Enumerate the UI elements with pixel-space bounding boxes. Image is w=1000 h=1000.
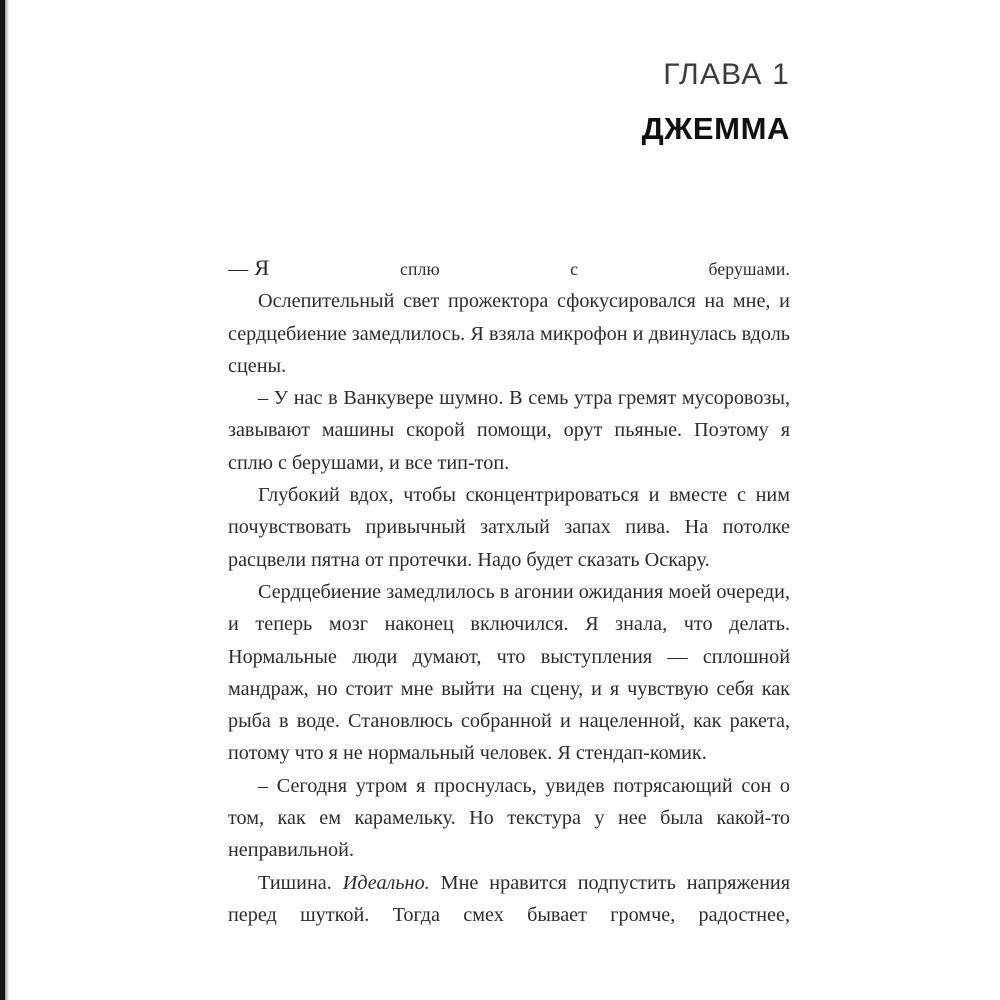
- paragraph-text-before: Тишина.: [258, 871, 343, 894]
- paragraph-dialogue: – У нас в Ванкувере шумно. В семь утра гремят мусоровозы, завывают машины скорой помощи, орут пьяные. Поэтому я сплю с берушами, и все тип-топ.: [228, 387, 790, 474]
- paragraph-text-after: Мне нравится подпустить напряжения перед шуткой. Тогда смех бывает громче, радостнее,: [228, 871, 790, 926]
- paragraph: Глубокий вдох, чтобы сконцентрироваться и вместе с ним почувствовать привычный затхлый запах пива. На потолке расцвели пятна от протечки. Надо будет сказать Оскару.: [228, 484, 790, 571]
- paragraph-dialogue: – Сегодня утром я проснулась, увидев потрясающий сон о том, как ем карамельку. Но текстура у нее была какой-то неправильной.: [228, 774, 790, 862]
- chapter-heading-block: [228, 58, 790, 146]
- paragraph: Ослепительный свет прожектора сфокусировался на мне, и сердцебиение замедлилось. Я взяла микрофон и двинулась вдоль сцены.: [228, 290, 790, 377]
- chapter-title: ДЖЕММА: [641, 110, 790, 146]
- paragraph: Сердцебиение замедлилось в агонии ожидания моей очереди, и теперь мозг наконец включился. Я знала, что делать. Нормальные люди думают, что выступления — сплошной мандраж, но стоит мне выйти на сцену, и я чувствую себя как рыба в воде. Становлюсь собранной и нацеленной, как ракета, потому что я не нормальный человек. Я стендап-комик.: [228, 580, 790, 765]
- opening-smallcaps-text: сплю с берушами.: [400, 259, 790, 279]
- chapter-number: ГЛАВА 1: [663, 58, 790, 91]
- em-dash: —: [228, 258, 249, 280]
- paragraph-mixed: [228, 867, 790, 932]
- paragraph-opening: [228, 252, 790, 285]
- body-text-block: [228, 252, 790, 931]
- paragraph-text-italic: Идеально.: [342, 871, 430, 894]
- opening-capital: Я: [254, 255, 270, 280]
- book-binding-shadow: [5, 0, 9, 1000]
